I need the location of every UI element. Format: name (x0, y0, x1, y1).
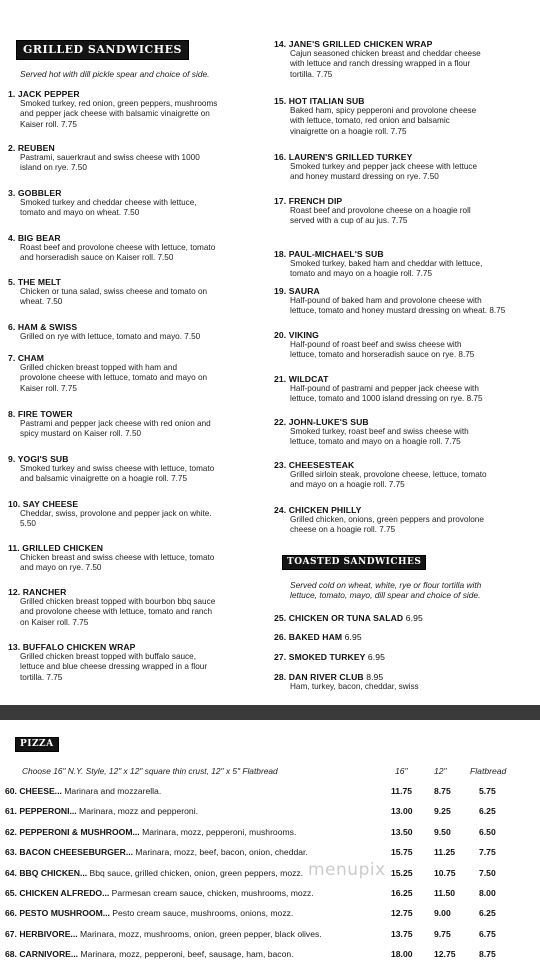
pizza-description: Marinara and mozzarella. (64, 786, 162, 796)
menu-item-description: and mayo on a hoagie roll. 7.75 (290, 480, 405, 490)
pizza-col-12: 12" (434, 766, 447, 776)
menu-item-name: GRILLED CHICKEN (22, 543, 104, 553)
pizza-row (5, 948, 535, 960)
pizza-price-flatbread: 7.75 (479, 847, 496, 858)
pizza-intro: Choose 16" N.Y. Style, 12" x 12" square thin crust, 12" x 5" Flatbread (22, 766, 278, 776)
menu-item-description: Grilled chicken breast topped with ham and (20, 363, 178, 372)
menu-item-number: 1. (8, 89, 16, 99)
menu-item-title (8, 143, 200, 153)
menu-item-name: BAKED HAM (288, 632, 343, 642)
menu-item-name: WILDCAT (288, 374, 329, 384)
menu-item-number: 19. (274, 286, 287, 296)
menu-item-number: 8. (8, 409, 16, 419)
menu-item (8, 587, 215, 628)
pizza-price-16: 16.25 (391, 888, 413, 898)
menu-item-title (8, 277, 207, 287)
menu-item-description: Pastrami, sauerkraut and swiss cheese with 1000 (20, 153, 200, 162)
menu-item-number: 27. (274, 652, 287, 662)
pizza-title-text: PEPPERONI... (19, 806, 77, 817)
menu-item-name: FIRE TOWER (17, 409, 73, 419)
pizza-number: 64. (5, 867, 17, 878)
menu-item-description: tortilla. 7.75 (20, 672, 63, 682)
menu-item (274, 632, 362, 642)
grilled-header (16, 40, 189, 60)
pizza-row (5, 826, 535, 838)
pizza-name (5, 928, 322, 940)
menu-item-description: with lettuce and ranch dressing wrapped in a flour (290, 59, 471, 69)
menu-item-description: cheese on a hoagie roll. 7.75 (290, 525, 396, 535)
toasted-intro-line: lettuce, tomato, mayo, dill spear and choice of side. (290, 590, 481, 600)
pizza-price-16: 13.50 (391, 826, 413, 837)
menu-item-description: Kaiser roll. 7.75 (20, 383, 77, 393)
pizza-col-flatbread: Flatbread (470, 766, 507, 776)
menu-item-title (274, 460, 487, 470)
menu-item-description: tomato and mayo on a hoagie roll. 7.75 (290, 269, 433, 279)
menu-item-description: Smoked turkey, roast beef and swiss cheese with (290, 427, 469, 436)
pizza-price-12: 11.50 (434, 888, 456, 898)
menu-item-name: THE MELT (17, 277, 62, 287)
menu-item-title (8, 322, 200, 332)
menu-item-name: JANE'S GRILLED CHICKEN WRAP (288, 39, 433, 49)
menu-item-number: 25. (274, 613, 287, 623)
menu-item-number: 12. (8, 587, 21, 597)
menu-item-name: FRENCH DIP (288, 196, 343, 206)
menu-item (8, 143, 200, 174)
pizza-description: Bbq sauce, grilled chicken, onion, green peppers, mozz. (89, 867, 304, 878)
menu-item-description: provolone cheese with lettuce, tomato and mayo on (20, 373, 208, 383)
menu-item-description: Smoked turkey, baked ham and cheddar with lettuce, (290, 259, 483, 268)
menu-item-description: Grilled chicken breast topped with bourbon bbq sauce (20, 597, 216, 606)
pizza-row (5, 846, 535, 858)
pizza-price-16: 15.75 (391, 847, 413, 858)
pizza-title-text: PEPPERONI & MUSHROOM... (19, 826, 140, 837)
menu-item-title (274, 652, 385, 662)
menu-item-name: HAM & SWISS (17, 322, 78, 332)
pizza-price-12: 9.25 (434, 806, 451, 817)
pizza-title-text: CHEESE... (19, 786, 62, 796)
menu-item-title (274, 152, 477, 162)
menu-item-description: spicy mustard on Kaiser roll. 7.50 (20, 429, 142, 439)
pizza-price-flatbread: 5.75 (479, 786, 496, 796)
menu-item-title (274, 417, 469, 427)
menu-item-description: served with a cup of au jus. 7.75 (290, 216, 408, 226)
menu-item-number: 14. (274, 39, 287, 49)
menu-item (8, 454, 214, 485)
toasted-intro-line: Served cold on wheat, white, rye or flour tortilla with (290, 580, 482, 590)
menu-item-name: SAURA (288, 286, 320, 296)
pizza-number: 61. (5, 806, 17, 817)
menu-item-title (8, 543, 214, 553)
right-column (274, 0, 538, 705)
menu-item-title (274, 249, 482, 259)
pizza-description: Marinara, mozz, beef, bacon, onion, cheddar. (135, 847, 308, 858)
pizza-price-16: 13.00 (391, 806, 413, 817)
menu-item-number: 2. (8, 143, 16, 153)
pizza-number: 66. (5, 908, 17, 919)
menu-item-description: 5.50 (20, 519, 36, 529)
menu-item-title (8, 89, 217, 99)
menu-item (274, 672, 419, 692)
pizza-name (5, 948, 294, 960)
menu-item (274, 417, 469, 448)
menu-item-number: 16. (274, 152, 287, 162)
menu-item-description: and balsamic vinaigrette on a hoagie roll. 7.75 (20, 474, 188, 484)
menu-item-description: island on rye. 7.50 (20, 163, 87, 173)
pizza-number: 60. (5, 786, 17, 796)
menu-item (8, 188, 197, 219)
menu-item (274, 460, 487, 491)
menu-item-description: vinaigrette on a hoagie roll. 7.75 (290, 126, 407, 136)
pizza-name (5, 785, 161, 797)
menu-item-name: CHAM (17, 353, 45, 363)
pizza-number: 67. (5, 928, 17, 939)
pizza-price-flatbread: 8.00 (479, 888, 496, 898)
menu-item-description: Roast beef and provolone cheese with lettuce, tomato (20, 243, 216, 252)
menu-item-title (8, 499, 212, 509)
pizza-price-16: 13.75 (391, 928, 413, 939)
menu-item-name: BIG BEAR (17, 233, 61, 243)
pizza-title-text: CHICKEN ALFREDO... (19, 888, 110, 898)
menu-item-description: tomato and mayo on wheat. 7.50 (20, 208, 140, 218)
menu-item-name: REUBEN (17, 143, 55, 153)
pizza-name (5, 826, 296, 838)
pizza-title-text: BACON CHEESEBURGER... (19, 847, 133, 858)
menu-item-number: 21. (274, 374, 287, 384)
menu-item-description: Half-pound of roast beef and swiss cheese with (290, 340, 462, 349)
menu-item-name: RANCHER (22, 587, 67, 597)
pizza-price-16: 15.25 (391, 867, 413, 878)
left-column (8, 0, 270, 705)
menu-item-description: Chicken breast and swiss cheese with lettuce, tomato (20, 553, 215, 562)
menu-item-number: 10. (8, 499, 21, 509)
pizza-name (5, 867, 303, 879)
pizza-description: Pesto cream sauce, mushrooms, onions, mozz. (112, 908, 294, 919)
pizza-price-flatbread: 6.25 (479, 908, 496, 919)
menu-item-title (274, 286, 505, 296)
pizza-price-12: 9.50 (434, 826, 451, 837)
pizza-price-12: 9.00 (434, 908, 451, 919)
menu-item-description: and honey mustard dressing on rye. 7.50 (290, 172, 439, 182)
menu-item (274, 652, 385, 662)
menu-item-title (8, 454, 214, 464)
menu-item-title (8, 409, 211, 419)
pizza-row (5, 805, 535, 817)
pizza-description: Marinara, mozz, pepperoni, beef, sausage, ham, bacon. (80, 949, 294, 960)
menu-item-number: 28. (274, 672, 287, 682)
toasted-intro (290, 580, 481, 600)
menu-item-name: JOHN-LUKE'S SUB (288, 417, 369, 427)
menu-item-name: CHICKEN OR TUNA SALAD (288, 613, 404, 623)
grilled-title: GRILLED SANDWICHES (16, 40, 189, 60)
menu-item-description: Cheddar, swiss, provolone and pepper jack on white. (20, 509, 212, 518)
menu-item (274, 96, 476, 137)
menu-item-description: Grilled chicken breast topped with buffalo sauce, (20, 652, 196, 661)
menu-item (274, 152, 477, 183)
menu-item-name: YOGI'S SUB (17, 454, 69, 464)
menu-item-title (274, 613, 423, 623)
menu-item-description: Kaiser roll. 7.75 (20, 119, 77, 129)
menu-item (274, 39, 481, 80)
menu-item-number: 4. (8, 233, 16, 243)
menu-item-title (274, 505, 484, 515)
menu-item (8, 353, 207, 394)
menu-item (274, 613, 423, 623)
pizza-number: 68. (5, 949, 17, 960)
menu-item-description: Cajun seasoned chicken breast and cheddar cheese (290, 49, 481, 58)
menu-item-title (274, 632, 362, 642)
menu-item-description: and pepper jack cheese with balsamic vinaigrette on (20, 109, 210, 119)
menu-item (8, 409, 211, 440)
menu-item-description: Smoked turkey and pepper jack cheese with lettuce (290, 162, 478, 171)
menu-item-description: Ham, turkey, bacon, cheddar, swiss (290, 682, 419, 691)
pizza-price-12: 8.75 (434, 786, 451, 796)
pizza-price-flatbread: 7.50 (479, 867, 496, 878)
watermark: menupix (308, 860, 386, 880)
menu-item-title (8, 353, 207, 363)
pizza-name (5, 846, 308, 858)
pizza-price-flatbread: 6.25 (479, 806, 496, 817)
pizza-row (5, 887, 535, 899)
grilled-intro: Served hot with dill pickle spear and choice of side. (20, 69, 210, 79)
menu-item-name: DAN RIVER CLUB (288, 672, 364, 682)
menu-item-description: lettuce, tomato and 1000 island dressing on rye. 8.75 (290, 394, 483, 404)
pizza-name (5, 887, 314, 899)
pizza-price-12: 11.25 (434, 847, 456, 858)
menu-item-name: SAY CHEESE (22, 499, 79, 509)
toasted-title: TOASTED SANDWICHES (282, 555, 426, 570)
menu-item-description: Pastrami and pepper jack cheese with red onion and (20, 419, 211, 428)
pizza-price-flatbread: 6.75 (479, 928, 496, 939)
menu-item-name: CHEESESTEAK (288, 460, 355, 470)
menu-item-price: 8.95 (366, 672, 384, 682)
menu-item-number: 13. (8, 642, 21, 652)
pizza-col-16: 16" (395, 766, 408, 776)
menu-item-title (274, 196, 471, 206)
menu-item-description: lettuce, tomato and honey mustard dressing on wheat. 8.75 (290, 306, 506, 316)
pizza-description: Marinara, mozz, pepperoni, mushrooms. (142, 826, 297, 837)
menu-item (8, 543, 214, 574)
pizza-price-flatbread: 6.50 (479, 826, 496, 837)
menu-item-title (8, 188, 197, 198)
menu-item-price: 6.95 (344, 632, 362, 642)
menu-item-description: Half-pound of baked ham and provolone cheese with (290, 296, 482, 305)
menu-item (274, 196, 471, 227)
pizza-title-text: HERBIVORE... (19, 928, 78, 939)
pizza-price-12: 12.75 (434, 949, 456, 960)
menu-item-number: 11. (8, 543, 20, 553)
menu-item-number: 17. (274, 196, 287, 206)
menu-item (8, 233, 215, 264)
menu-item-title (274, 672, 419, 682)
menu-item-number: 7. (8, 353, 16, 363)
menu-item-title (8, 587, 215, 597)
pizza-price-16: 12.75 (391, 908, 413, 919)
menu-item-description: lettuce, tomato and horseradish sauce on rye. 8.75 (290, 350, 475, 360)
menu-item-title (274, 374, 483, 384)
menu-item-description: Smoked turkey and cheddar cheese with lettuce, (20, 198, 197, 207)
menu-item-name: SMOKED TURKEY (288, 652, 366, 662)
menu-item-name: JACK PEPPER (17, 89, 80, 99)
menu-item (8, 322, 200, 342)
menu-item-description: Chicken or tuna salad, swiss cheese and tomato on (20, 287, 208, 296)
pizza-price-16: 18.00 (391, 949, 413, 960)
pizza-number: 65. (5, 888, 17, 898)
menu-item-number: 24. (274, 505, 287, 515)
pizza-description: Marinara, mozz, mushrooms, onion, green pepper, black olives. (80, 928, 322, 939)
menu-item-description: with lettuce, tomato, red onion and balsamic (290, 116, 450, 126)
pizza-section (0, 720, 540, 960)
menu-item-description: lettuce, tomato and mayo on a hoagie roll. 7.75 (290, 437, 461, 447)
menu-item-name: BUFFALO CHICKEN WRAP (22, 642, 136, 652)
menu-item-name: LAUREN'S GRILLED TURKEY (288, 152, 413, 162)
pizza-description: Marinara, mozz and pepperoni. (79, 806, 198, 817)
menu-item-number: 26. (274, 632, 287, 642)
menu-item-price: 6.95 (367, 652, 385, 662)
menu-item (8, 89, 217, 130)
pizza-price-12: 9.75 (434, 928, 451, 939)
menu-item-number: 9. (8, 454, 16, 464)
menu-item-name: CHICKEN PHILLY (288, 505, 362, 515)
menu-item-number: 6. (8, 322, 16, 332)
menu-item-description: wheat. 7.50 (20, 297, 63, 307)
menu-item-number: 15. (274, 96, 287, 106)
menu-item-description: Smoked turkey and swiss cheese with lettuce, tomato (20, 464, 215, 473)
menu-item-number: 18. (274, 249, 287, 259)
menu-item-description: Baked ham, spicy pepperoni and provolone cheese (290, 106, 477, 115)
menu-item-name: VIKING (288, 330, 319, 340)
pizza-title-text: BBQ CHICKEN... (19, 867, 88, 878)
menu-item-number: 20. (274, 330, 287, 340)
menu-item (274, 374, 483, 405)
menu-item-description: and horseradish sauce on Kaiser roll. 7.50 (20, 253, 174, 263)
pizza-price-16: 11.75 (391, 786, 413, 796)
pizza-price-12: 10.75 (434, 867, 456, 878)
menu-item-name: PAUL-MICHAEL'S SUB (288, 249, 384, 259)
pizza-description: Parmesan cream sauce, chicken, mushrooms, mozz. (111, 888, 314, 898)
menu-item-title (8, 233, 215, 243)
menu-item-number: 23. (274, 460, 287, 470)
menu-item (274, 505, 484, 536)
menu-item-title (274, 96, 476, 106)
pizza-title-text: CARNIVORE... (19, 949, 79, 960)
toasted-header (282, 551, 426, 570)
pizza-number: 62. (5, 826, 17, 837)
menu-item-title (8, 642, 207, 652)
menu-item-number: 3. (8, 188, 16, 198)
pizza-row (5, 907, 535, 919)
menu-item-title (274, 330, 474, 340)
menu-item (274, 286, 505, 317)
pizza-row (5, 785, 535, 797)
menu-item-description: Roast beef and provolone cheese on a hoagie roll (290, 206, 471, 215)
menu-item-title (274, 39, 481, 49)
menu-item-description: on Kaiser roll. 7.75 (20, 617, 89, 627)
menu-item-number: 5. (8, 277, 16, 287)
menu-item-description: and mayo on rye. 7.50 (20, 563, 102, 573)
menu-item-description: Grilled on rye with lettuce, tomato and mayo. 7.50 (20, 332, 201, 341)
menu-item-price: 6.95 (405, 613, 423, 623)
pizza-row (5, 867, 535, 879)
menu-item (8, 499, 212, 530)
pizza-row (5, 928, 535, 940)
pizza-name (5, 907, 293, 919)
menu-item-description: Smoked turkey, red onion, green peppers, mushrooms (20, 99, 218, 108)
menu-item-number: 22. (274, 417, 287, 427)
menu-item-description: and provolone cheese with lettuce, tomato and ranch (20, 607, 213, 617)
menu-item (8, 277, 207, 308)
menu-item-description: lettuce and blue cheese dressing wrapped in a flour (20, 662, 208, 672)
menu-item-name: GOBBLER (17, 188, 62, 198)
section-divider-band (0, 705, 540, 720)
menu-item (274, 249, 482, 280)
menu-item-description: Grilled sirloin steak, provolone cheese, lettuce, tomato (290, 470, 487, 479)
menu-item-description: Grilled chicken, onions, green peppers and provolone (290, 515, 484, 524)
menu-item (8, 642, 207, 683)
pizza-title-text: PESTO MUSHROOM... (19, 908, 110, 919)
pizza-price-flatbread: 8.75 (479, 949, 496, 960)
menu-item-description: Half-pound of pastrami and pepper jack cheese with (290, 384, 479, 393)
menu-item (274, 330, 474, 361)
menu-item-description: tortilla. 7.75 (290, 69, 333, 79)
pizza-name (5, 805, 198, 817)
pizza-number: 63. (5, 847, 17, 858)
pizza-title: PIZZA (15, 737, 59, 752)
menu-item-name: HOT ITALIAN SUB (288, 96, 365, 106)
